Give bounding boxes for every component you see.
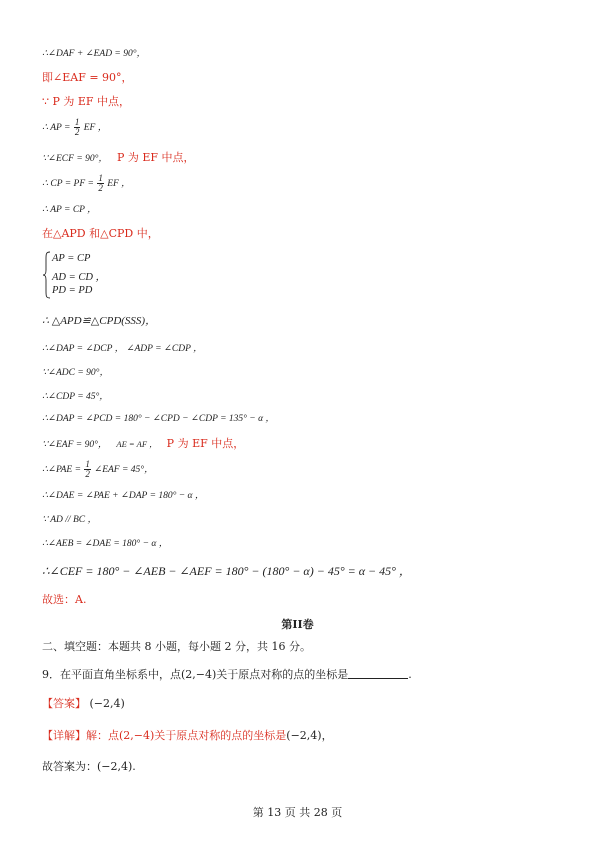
left-brace-icon — [42, 251, 52, 299]
proof-line-14-c: P 为 EF 中点， — [166, 437, 245, 450]
proof-line-15 — [42, 460, 154, 480]
detail-text: 解：点(2,−4)关于原点对称的点的坐标是 — [86, 729, 287, 742]
proof-line-12: ∴∠CDP = 45°， — [42, 392, 109, 402]
answer-value: (−2,4) — [89, 697, 125, 710]
proof-line-7: ∴ AP = CP ， — [42, 205, 97, 215]
answer-label: 【答案】 — [42, 697, 86, 710]
proof-line-18: ∴∠AEB = ∠DAE = 180° − α ， — [42, 539, 169, 549]
fraction-half — [74, 118, 81, 138]
proof-line-1: ∴∠DAF + ∠EAD = 90°， — [42, 49, 147, 59]
proof-line-5 — [42, 152, 195, 165]
page-footer: 第 13 页 共 28 页 — [252, 806, 343, 819]
proof-line-5-right: P 为 EF 中点， — [116, 151, 195, 164]
proof-line-4-rhs: EF ， — [83, 123, 108, 134]
fraction-denominator: 2 — [85, 469, 90, 480]
proof-line-14-b: AE = AF ， — [116, 439, 158, 449]
proof-line-16: ∴∠DAE = ∠PAE + ∠DAP = 180° − α ， — [42, 491, 205, 501]
fraction-denominator: 2 — [74, 127, 80, 138]
proof-line-10: ∴∠DAP = ∠DCP ， ∠ADP = ∠CDP ， — [42, 344, 203, 354]
answer-choice: 故选：A. — [42, 593, 87, 606]
fraction-half — [97, 174, 104, 194]
detail-end: ， — [321, 729, 333, 742]
system-row-3: PD = PD — [52, 285, 93, 296]
fraction-denominator: 2 — [98, 183, 103, 194]
question-9-text: 9．在平面直角坐标系中，点(2,−4)关于原点对称的点的坐标是 — [42, 668, 349, 681]
answer-blank — [348, 668, 408, 679]
question-9 — [42, 668, 412, 680]
proof-line-14 — [42, 438, 244, 451]
proof-line-4 — [42, 118, 107, 138]
proof-line-6 — [42, 174, 131, 194]
proof-line-11: ∵∠ADC = 90°， — [42, 368, 109, 378]
proof-line-6-lhs: ∴ CP = PF = — [42, 179, 94, 190]
question-9-end: . — [408, 668, 412, 681]
detail-label: 【详解】 — [42, 729, 86, 742]
proof-line-19: ∴∠CEF = 180° − ∠AEB − ∠AEF = 180° − (180° − α) − 45° = α − 45° ， — [42, 564, 411, 578]
proof-line-9: ∴ △APD≌△CPD(SSS)， — [42, 315, 157, 327]
proof-line-4-lhs: ∴ AP = — [42, 123, 71, 134]
section-title: 第II卷 — [281, 618, 314, 631]
fraction-half — [84, 460, 91, 480]
section-intro: 二、填空题：本题共 8 小题，每小题 2 分，共 16 分。 — [42, 640, 311, 653]
proof-line-5-left: ∵∠ECF = 90°， — [42, 154, 108, 164]
detail-line — [42, 730, 333, 741]
proof-line-2: 即∠EAF = 90°， — [42, 71, 133, 84]
fraction-numerator: 1 — [85, 459, 90, 469]
system-row-1: AP = CP — [52, 253, 91, 264]
fraction-numerator: 1 — [98, 173, 103, 183]
fraction-numerator: 1 — [74, 117, 80, 127]
proof-line-14-a: ∵∠EAF = 90°， — [42, 440, 108, 450]
proof-line-3: ∵ P 为 EF 中点， — [42, 95, 131, 108]
detail-value: (−2,4) — [286, 729, 322, 742]
proof-line-13: ∴∠DAP = ∠PCD = 180° − ∠CPD − ∠CDP = 135° − α ， — [42, 414, 275, 424]
system-row-2: AD = CD ， — [52, 272, 107, 283]
final-answer: 故答案为：(−2,4). — [42, 760, 136, 773]
equation-system — [42, 251, 162, 299]
proof-line-6-rhs: EF ， — [107, 179, 131, 190]
proof-line-8: 在△APD 和△CPD 中， — [42, 227, 159, 240]
proof-line-17: ∵ AD // BC ， — [42, 515, 97, 525]
answer-line — [42, 698, 125, 709]
proof-line-15-rhs: ∠EAF = 45°， — [94, 465, 154, 476]
proof-line-15-lhs: ∴∠PAE = — [42, 465, 81, 476]
